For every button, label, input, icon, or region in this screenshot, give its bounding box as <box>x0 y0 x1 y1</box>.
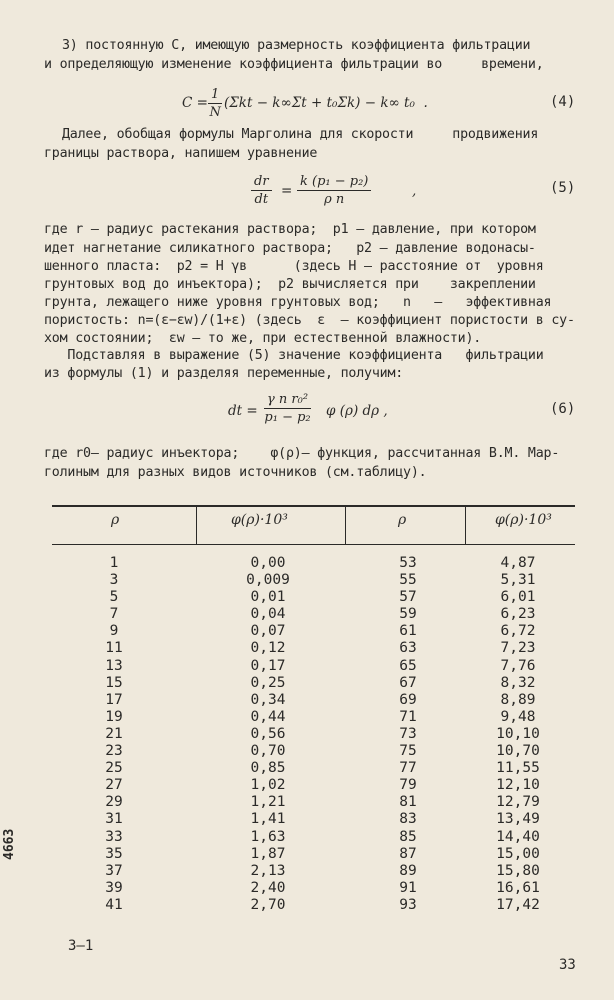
table-cell: 21 <box>105 725 123 742</box>
table-cell: 13 <box>105 657 123 674</box>
table-cell: 17,42 <box>496 896 540 913</box>
footer-signature: 3–1 <box>68 938 94 954</box>
table-cell: 1,02 <box>250 777 286 794</box>
text-line-10: грунтовых вод до инъектора); p2 вычисляется при закреплении <box>44 277 536 292</box>
table-header-divider <box>465 507 466 545</box>
table-cell: 83 <box>399 811 417 828</box>
table-cell: 85 <box>399 828 417 845</box>
table-cell: 14,40 <box>496 828 540 845</box>
text-line-7: где r – радиус растекания раствора; p1 – давление, при котором <box>44 222 536 237</box>
header-rho-left: ρ <box>111 512 120 528</box>
table-cell: 4,87 <box>500 555 536 571</box>
table-cell: 0,25 <box>250 674 286 691</box>
table-cell: 39 <box>105 879 123 896</box>
header-phi-right: φ(ρ)·10³ <box>495 512 552 528</box>
column-rho-right <box>378 555 438 914</box>
table-cell: 2,13 <box>250 862 286 879</box>
table-cell: 12,10 <box>496 777 540 794</box>
table-cell: 0,009 <box>246 572 290 589</box>
table-cell: 6,23 <box>500 606 536 623</box>
table-cell: 9 <box>109 623 119 640</box>
text-line-9: шенного пласта: p2 = H γв (здесь Н – расстояние от уровня <box>44 259 544 274</box>
table-cell: 67 <box>399 674 417 691</box>
column-phi-left <box>238 555 298 914</box>
table-cell: 2,40 <box>250 879 286 896</box>
header-phi-left: φ(ρ)·10³ <box>231 512 288 528</box>
table-cell: 73 <box>399 725 417 742</box>
table-cell: 7,23 <box>500 640 536 657</box>
text-line-5: границы раствора, напишем уравнение <box>44 146 318 161</box>
table-cell: 5,31 <box>500 572 536 589</box>
table-cell: 1,63 <box>250 828 286 845</box>
text-line-4: Далее, обобщая формулы Марголина для скорости продвижения <box>62 127 539 142</box>
table-cell: 89 <box>399 862 417 879</box>
text-line-14: Подставляя в выражение (5) значение коэффициента фильтрации <box>44 348 544 363</box>
table-cell: 9,48 <box>500 708 536 725</box>
table-cell: 3 <box>109 572 119 589</box>
text-line-1: 3) постоянную С, имеющую размерность коэффициента фильтрации <box>62 38 531 53</box>
table-cell: 25 <box>105 760 123 777</box>
table-cell: 13,49 <box>496 811 540 828</box>
table-cell: 31 <box>105 811 123 828</box>
table-cell: 7,76 <box>500 657 536 674</box>
table-cell: 6,01 <box>500 589 536 606</box>
table-cell: 0,00 <box>250 555 286 571</box>
table-cell: 91 <box>399 879 417 896</box>
text-line-2: и определяющую изменение коэффициента фильтрации во времени, <box>44 57 544 72</box>
table-cell: 1,41 <box>250 811 286 828</box>
table-cell: 33 <box>105 828 123 845</box>
table-cell: 35 <box>105 845 123 862</box>
table-cell: 0,70 <box>250 743 286 760</box>
table-cell: 0,12 <box>250 640 286 657</box>
table-cell: 16,61 <box>496 879 540 896</box>
table-cell: 87 <box>399 845 417 862</box>
margin-code: 4663 <box>2 828 17 860</box>
column-rho-left <box>84 555 144 914</box>
table-header-divider <box>345 507 346 545</box>
table-cell: 93 <box>399 896 417 913</box>
table-cell: 0,44 <box>250 708 286 725</box>
table-cell: 0,85 <box>250 760 286 777</box>
table-top-rule <box>52 505 575 507</box>
table-cell: 0,34 <box>250 691 286 708</box>
table-cell: 15,80 <box>496 862 540 879</box>
table-cell: 17 <box>105 691 123 708</box>
table-cell: 61 <box>399 623 417 640</box>
table-cell: 55 <box>399 572 417 589</box>
table-cell: 29 <box>105 794 123 811</box>
text-line-18: голиным для разных видов источников (см.таблицу). <box>44 465 427 480</box>
text-line-11: грунта, лежащего ниже уровня грунтовых вод; n – эффективная <box>44 295 552 310</box>
text-line-12: пористость: n=(ε−εw)/(1+ε) (здесь ε – коэффициент пористости в су- <box>44 313 575 328</box>
table-cell: 0,01 <box>250 589 286 606</box>
table-cell: 69 <box>399 691 417 708</box>
table-cell: 27 <box>105 777 123 794</box>
table-cell: 5 <box>109 589 119 606</box>
table-cell: 0,07 <box>250 623 286 640</box>
text-line-13: хом состоянии; εw – то же, при естественной влажности). <box>44 331 482 346</box>
table-cell: 10,70 <box>496 743 540 760</box>
table-cell: 1,87 <box>250 845 286 862</box>
table-cell: 65 <box>399 657 417 674</box>
header-rho-right: ρ <box>398 512 407 528</box>
table-cell: 10,10 <box>496 725 540 742</box>
table-cell: 0,04 <box>250 606 286 623</box>
table-header-rule <box>52 544 575 545</box>
table-cell: 6,72 <box>500 623 536 640</box>
column-phi-right <box>488 555 548 914</box>
table-cell: 11,55 <box>496 760 540 777</box>
text-line-8: идет нагнетание силикатного раствора; p2 – давление водонасы- <box>44 241 536 256</box>
table-cell: 71 <box>399 708 417 725</box>
table-cell: 2,70 <box>250 896 286 913</box>
table-cell: 41 <box>105 896 123 913</box>
table-cell: 75 <box>399 743 417 760</box>
table-cell: 77 <box>399 760 417 777</box>
table-cell: 79 <box>399 777 417 794</box>
table-cell: 57 <box>399 589 417 606</box>
equation-number-6: (6) <box>550 401 576 417</box>
table-cell: 63 <box>399 640 417 657</box>
table-cell: 8,89 <box>500 691 536 708</box>
text-line-17: где r0– радиус инъектора; φ(ρ)– функция, рассчитанная В.М. Мар- <box>44 446 560 461</box>
table-cell: 53 <box>399 555 417 571</box>
table-cell: 19 <box>105 708 123 725</box>
equation-number-4: (4) <box>550 94 576 110</box>
table-cell: 15 <box>105 674 123 691</box>
table-cell: 8,32 <box>500 674 536 691</box>
equation-number-5: (5) <box>550 180 576 196</box>
text-line-15: из формулы (1) и разделяя переменные, получим: <box>44 366 404 381</box>
table-cell: 23 <box>105 743 123 760</box>
table-cell: 1 <box>109 555 119 571</box>
table-cell: 12,79 <box>496 794 540 811</box>
table-cell: 81 <box>399 794 417 811</box>
table-cell: 1,21 <box>250 794 286 811</box>
table-cell: 11 <box>105 640 123 657</box>
table-cell: 0,56 <box>250 725 286 742</box>
table-cell: 37 <box>105 862 123 879</box>
table-cell: 59 <box>399 606 417 623</box>
table-cell: 15,00 <box>496 845 540 862</box>
table-cell: 0,17 <box>250 657 286 674</box>
table-header-divider <box>196 507 197 545</box>
page-number: 33 <box>559 957 576 973</box>
table-cell: 7 <box>109 606 119 623</box>
